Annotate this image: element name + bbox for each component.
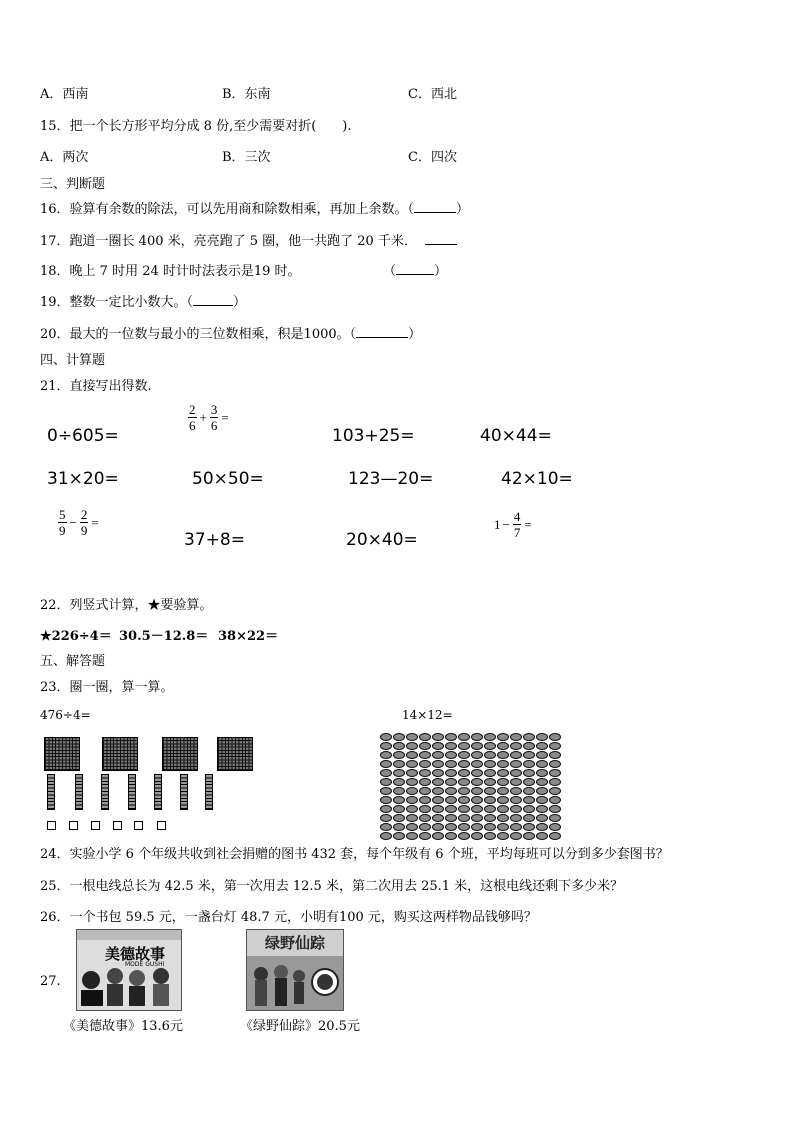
- oval-dot-icon: [484, 805, 496, 813]
- q17-text: 17．跑道一圈长 400 米，亮亮跑了 5 圈，他一共跑了 20 千米．: [40, 234, 417, 249]
- q21-text: 21．直接写出得数.: [40, 379, 152, 394]
- oval-dot-icon: [497, 769, 509, 777]
- oval-dot-icon: [523, 832, 535, 840]
- oval-dot-icon: [484, 751, 496, 759]
- oval-dot-icon: [536, 796, 548, 804]
- oval-dot-icon: [445, 778, 457, 786]
- oval-dot-icon: [523, 778, 535, 786]
- oval-dot-icon: [458, 778, 470, 786]
- oval-dot-icon: [432, 742, 444, 750]
- q18: [40, 260, 301, 279]
- book2-caption: 《绿野仙踪》20.5元: [240, 1019, 360, 1034]
- q22-item: 38×22＝: [218, 629, 279, 644]
- oval-dot-icon: [484, 733, 496, 741]
- oval-dot-icon: [445, 742, 457, 750]
- book-cover-lvye: [246, 929, 344, 1011]
- oval-dot-icon: [497, 832, 509, 840]
- unit-cube-icon: [113, 821, 122, 830]
- oval-dot-icon: [549, 787, 561, 795]
- oval-dot-icon: [432, 751, 444, 759]
- oval-dot-icon: [445, 769, 457, 777]
- oval-dot-icon: [497, 805, 509, 813]
- section-heading-problems: 五、解答题: [40, 654, 106, 669]
- oval-dot-icon: [497, 760, 509, 768]
- q21-item: 20×40=: [346, 530, 418, 550]
- oval-dot-icon: [536, 769, 548, 777]
- oval-dot-icon: [393, 832, 405, 840]
- q21-item: 40×44=: [480, 426, 552, 446]
- oval-dot-icon: [445, 832, 457, 840]
- q19-answer-blank[interactable]: [193, 293, 233, 306]
- oval-dot-icon: [432, 733, 444, 741]
- ten-rod-icon: [101, 774, 109, 810]
- oval-dot-icon: [419, 805, 431, 813]
- oval-dot-icon: [471, 760, 483, 768]
- unit-cube-icon: [69, 821, 78, 830]
- oval-dot-icon: [445, 733, 457, 741]
- ten-rod-icon: [180, 774, 188, 810]
- unit-cube-icon: [47, 821, 56, 830]
- fraction: $\frac{5}{9}$: [59, 507, 66, 538]
- q15-option-a: A．两次: [40, 150, 89, 165]
- q16-answer-blank[interactable]: [414, 200, 456, 213]
- oval-dot-icon: [471, 778, 483, 786]
- oval-dot-icon: [419, 832, 431, 840]
- oval-dot-icon: [406, 760, 418, 768]
- oval-dot-icon: [458, 760, 470, 768]
- oval-dot-icon: [458, 769, 470, 777]
- oval-dot-icon: [536, 805, 548, 813]
- oval-dot-icon: [549, 832, 561, 840]
- hundred-block-icon: [44, 737, 80, 771]
- oval-dot-icon: [458, 805, 470, 813]
- q24-text: 24．实验小学 6 个年级共收到社会捐赠的图书 432 套，每个年级有 6 个班，平均每班可以分到多少套图书？: [40, 847, 669, 862]
- oval-dot-icon: [445, 760, 457, 768]
- oval-dot-icon: [380, 832, 392, 840]
- oval-dot-icon: [380, 760, 392, 768]
- ten-rod-icon: [205, 774, 213, 810]
- ten-rod-icon: [47, 774, 55, 810]
- oval-dot-icon: [549, 751, 561, 759]
- oval-dot-icon: [419, 742, 431, 750]
- oval-dot-icon: [432, 760, 444, 768]
- oval-dot-icon: [380, 805, 392, 813]
- cover-illustration-icon: [77, 930, 181, 1010]
- oval-dot-icon: [549, 733, 561, 741]
- fraction: $\frac{2}{9}$: [80, 507, 88, 538]
- oval-dot-icon: [471, 751, 483, 759]
- oval-dot-grid: [380, 733, 561, 840]
- oval-dot-icon: [523, 787, 535, 795]
- oval-dot-icon: [510, 832, 522, 840]
- oval-dot-icon: [523, 742, 535, 750]
- oval-dot-icon: [471, 805, 483, 813]
- oval-dot-icon: [536, 751, 548, 759]
- q21-item: 0÷605=: [47, 426, 119, 446]
- oval-dot-icon: [549, 823, 561, 831]
- q21-fraction-diff-whole: 1 − $\frac{4}{7}$ =: [494, 509, 532, 540]
- q26-text: 26．一个书包 59.5 元，一盏台灯 48.7 元，小明有100 元，购买这两样物品钱够吗？: [40, 910, 537, 925]
- q15-text: 15．把一个长方形平均分成 8 份,至少需要对折( ).: [40, 119, 352, 134]
- q19-close: ）: [233, 295, 247, 310]
- oval-dot-icon: [497, 742, 509, 750]
- ten-rod-icon: [75, 774, 83, 810]
- oval-dot-icon: [510, 823, 522, 831]
- oval-dot-icon: [549, 769, 561, 777]
- section-heading-judgment: 三、判断题: [40, 177, 106, 192]
- q27-number: 27.: [40, 974, 61, 989]
- book-cover-meide: [76, 929, 182, 1011]
- q18-answer-blank[interactable]: [396, 262, 434, 275]
- oval-dot-icon: [484, 787, 496, 795]
- q17-answer-blank[interactable]: [425, 232, 457, 245]
- oval-dot-icon: [406, 778, 418, 786]
- oval-dot-icon: [393, 823, 405, 831]
- oval-dot-icon: [510, 769, 522, 777]
- oval-dot-icon: [393, 787, 405, 795]
- oval-dot-icon: [549, 778, 561, 786]
- cover-title: 绿野仙踪: [265, 934, 326, 952]
- q22-item: ★226÷4＝: [40, 629, 112, 644]
- oval-dot-icon: [432, 796, 444, 804]
- q22-text: 22．列竖式计算，★要验算。: [40, 598, 213, 613]
- oval-dot-icon: [393, 760, 405, 768]
- q16-text: 16．验算有余数的除法，可以先用商和除数相乘，再加上余数。（: [40, 202, 415, 217]
- oval-dot-icon: [458, 733, 470, 741]
- oval-dot-icon: [471, 832, 483, 840]
- oval-dot-icon: [549, 796, 561, 804]
- oval-dot-icon: [536, 778, 548, 786]
- oval-dot-icon: [510, 760, 522, 768]
- oval-dot-icon: [484, 760, 496, 768]
- q20-text: 20．最大的一位数与最小的三位数相乘，积是1000。（: [40, 327, 357, 342]
- oval-dot-icon: [458, 796, 470, 804]
- oval-dot-icon: [432, 823, 444, 831]
- unit-cube-icon: [157, 821, 166, 830]
- oval-dot-icon: [484, 796, 496, 804]
- q14-option-c: C．西北: [408, 87, 457, 102]
- oval-dot-icon: [445, 823, 457, 831]
- q23-text: 23．圈一圈，算一算。: [40, 680, 174, 695]
- oval-dot-icon: [510, 751, 522, 759]
- cover-subtitle: MODE GUSHI: [125, 961, 165, 968]
- q22-item: 30.5－12.8＝: [119, 629, 209, 644]
- oval-dot-icon: [536, 814, 548, 822]
- oval-dot-icon: [471, 742, 483, 750]
- oval-dot-icon: [484, 778, 496, 786]
- oval-dot-icon: [445, 796, 457, 804]
- cover-illustration-icon: [247, 930, 343, 1010]
- ten-rod-icon: [128, 774, 136, 810]
- oval-dot-icon: [497, 751, 509, 759]
- oval-dot-icon: [432, 769, 444, 777]
- oval-dot-icon: [419, 778, 431, 786]
- oval-dot-icon: [393, 805, 405, 813]
- oval-dot-icon: [510, 742, 522, 750]
- fraction: $\frac{4}{7}$: [513, 509, 521, 540]
- oval-dot-icon: [510, 814, 522, 822]
- oval-dot-icon: [432, 778, 444, 786]
- oval-dot-icon: [432, 805, 444, 813]
- q14-option-b: B．东南: [222, 87, 271, 102]
- oval-dot-icon: [419, 823, 431, 831]
- oval-dot-icon: [419, 733, 431, 741]
- oval-dot-icon: [458, 751, 470, 759]
- oval-dot-icon: [393, 751, 405, 759]
- oval-dot-icon: [523, 805, 535, 813]
- q20: [40, 323, 421, 342]
- oval-dot-icon: [497, 814, 509, 822]
- oval-dot-icon: [497, 796, 509, 804]
- q21-fraction-diff: $\frac{5}{9}$ − $\frac{2}{9}$ =: [59, 507, 99, 538]
- section-heading-calculation: 四、计算题: [40, 353, 106, 368]
- oval-dot-icon: [471, 787, 483, 795]
- q21-item: 123—20=: [348, 469, 434, 489]
- q18-text: 18．晚上 7 时用 24 时计时法表示是19 时。: [40, 264, 301, 279]
- oval-dot-icon: [471, 823, 483, 831]
- hundred-block-icon: [162, 737, 198, 771]
- oval-dot-icon: [471, 796, 483, 804]
- oval-dot-icon: [419, 751, 431, 759]
- q23-left-expression: 476÷4=: [40, 708, 91, 722]
- oval-dot-icon: [458, 814, 470, 822]
- oval-dot-icon: [549, 805, 561, 813]
- q21-item: 103+25=: [332, 426, 415, 446]
- oval-dot-icon: [380, 769, 392, 777]
- ten-rod-icon: [154, 774, 162, 810]
- oval-dot-icon: [536, 787, 548, 795]
- oval-dot-icon: [536, 760, 548, 768]
- oval-dot-icon: [497, 787, 509, 795]
- oval-dot-icon: [419, 796, 431, 804]
- oval-dot-icon: [380, 823, 392, 831]
- oval-dot-icon: [380, 814, 392, 822]
- oval-dot-icon: [406, 823, 418, 831]
- oval-dot-icon: [432, 787, 444, 795]
- oval-dot-icon: [445, 805, 457, 813]
- q19: [40, 291, 246, 310]
- q16-close: ）: [456, 202, 470, 217]
- oval-dot-icon: [497, 823, 509, 831]
- oval-dot-icon: [536, 733, 548, 741]
- oval-dot-icon: [419, 760, 431, 768]
- oval-dot-icon: [406, 796, 418, 804]
- oval-dot-icon: [523, 823, 535, 831]
- oval-dot-icon: [471, 733, 483, 741]
- oval-dot-icon: [380, 751, 392, 759]
- unit-cube-icon: [134, 821, 143, 830]
- q25-text: 25．一根电线总长为 42.5 米，第一次用去 12.5 米，第二次用去 25.1 米，这根电线还剩下多少米？: [40, 879, 624, 894]
- q20-close: ）: [408, 327, 422, 342]
- oval-dot-icon: [406, 805, 418, 813]
- oval-dot-icon: [510, 796, 522, 804]
- oval-dot-icon: [484, 814, 496, 822]
- oval-dot-icon: [523, 733, 535, 741]
- oval-dot-icon: [393, 769, 405, 777]
- oval-dot-icon: [536, 832, 548, 840]
- oval-dot-icon: [458, 787, 470, 795]
- oval-dot-icon: [380, 778, 392, 786]
- oval-dot-icon: [458, 832, 470, 840]
- q21-item: 50×50=: [192, 469, 264, 489]
- q21-fraction-sum: $\frac{2}{6}$ + $\frac{3}{6}$ =: [189, 402, 229, 433]
- oval-dot-icon: [523, 751, 535, 759]
- oval-dot-icon: [497, 733, 509, 741]
- oval-dot-icon: [406, 769, 418, 777]
- q18-open: （: [383, 264, 397, 279]
- oval-dot-icon: [432, 832, 444, 840]
- oval-dot-icon: [380, 796, 392, 804]
- q19-text: 19．整数一定比小数大。（: [40, 295, 194, 310]
- oval-dot-icon: [445, 751, 457, 759]
- oval-dot-icon: [419, 814, 431, 822]
- oval-dot-icon: [497, 778, 509, 786]
- oval-dot-icon: [536, 742, 548, 750]
- oval-dot-icon: [510, 787, 522, 795]
- hundred-block-icon: [217, 737, 253, 771]
- book1-caption: 《美德故事》13.6元: [63, 1019, 183, 1034]
- fraction: $\frac{2}{6}$: [189, 402, 196, 433]
- oval-dot-icon: [393, 778, 405, 786]
- oval-dot-icon: [549, 742, 561, 750]
- oval-dot-icon: [484, 832, 496, 840]
- oval-dot-icon: [393, 814, 405, 822]
- oval-dot-icon: [406, 832, 418, 840]
- q18-answer: [383, 260, 447, 279]
- oval-dot-icon: [393, 796, 405, 804]
- oval-dot-icon: [458, 742, 470, 750]
- oval-dot-icon: [458, 823, 470, 831]
- oval-dot-icon: [471, 769, 483, 777]
- oval-dot-icon: [484, 742, 496, 750]
- q17: [40, 230, 457, 249]
- oval-dot-icon: [549, 814, 561, 822]
- q21-item: 31×20=: [47, 469, 119, 489]
- q14-option-a: A．西南: [40, 87, 89, 102]
- oval-dot-icon: [445, 814, 457, 822]
- hundred-block-icon: [102, 737, 138, 771]
- q20-answer-blank[interactable]: [356, 325, 408, 338]
- oval-dot-icon: [445, 787, 457, 795]
- oval-dot-icon: [393, 733, 405, 741]
- oval-dot-icon: [549, 760, 561, 768]
- oval-dot-icon: [393, 742, 405, 750]
- oval-dot-icon: [484, 823, 496, 831]
- oval-dot-icon: [484, 769, 496, 777]
- oval-dot-icon: [523, 760, 535, 768]
- oval-dot-icon: [380, 742, 392, 750]
- q21-item: 37+8=: [184, 530, 245, 550]
- oval-dot-icon: [406, 814, 418, 822]
- q15-option-b: B．三次: [222, 150, 271, 165]
- oval-dot-icon: [380, 787, 392, 795]
- unit-cube-icon: [91, 821, 100, 830]
- q16: [40, 198, 469, 217]
- q23-right-expression: 14×12=: [402, 708, 453, 722]
- cover-title: 美德故事: [105, 945, 166, 963]
- oval-dot-icon: [523, 796, 535, 804]
- fraction: $\frac{3}{6}$: [210, 402, 218, 433]
- oval-dot-icon: [380, 733, 392, 741]
- oval-dot-icon: [419, 769, 431, 777]
- oval-dot-icon: [406, 742, 418, 750]
- oval-dot-icon: [510, 778, 522, 786]
- oval-dot-icon: [406, 787, 418, 795]
- q18-close: ）: [434, 264, 448, 279]
- oval-dot-icon: [510, 805, 522, 813]
- oval-dot-icon: [406, 733, 418, 741]
- q21-item: 42×10=: [501, 469, 573, 489]
- oval-dot-icon: [523, 769, 535, 777]
- oval-dot-icon: [523, 814, 535, 822]
- oval-dot-icon: [406, 751, 418, 759]
- oval-dot-icon: [419, 787, 431, 795]
- q15-option-c: C．四次: [408, 150, 457, 165]
- oval-dot-icon: [510, 733, 522, 741]
- oval-dot-icon: [536, 823, 548, 831]
- oval-dot-icon: [432, 814, 444, 822]
- oval-dot-icon: [471, 814, 483, 822]
